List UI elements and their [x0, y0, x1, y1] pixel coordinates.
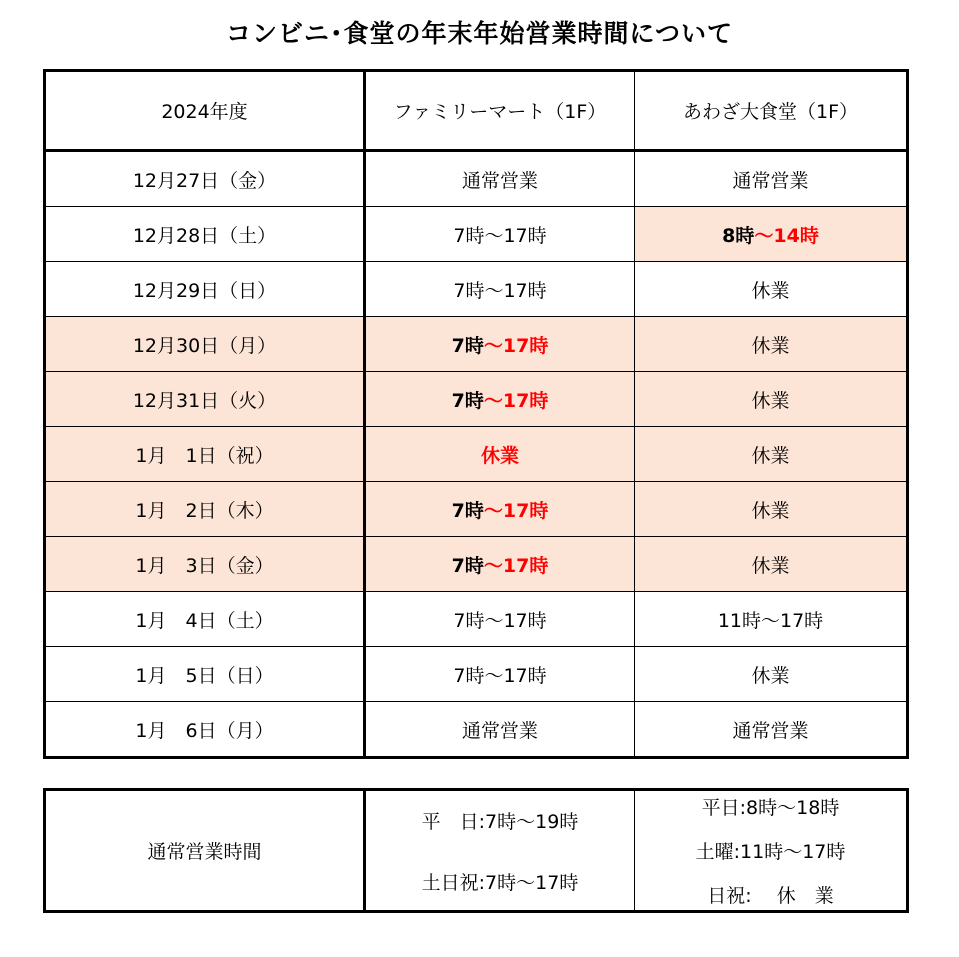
table-row: [45, 262, 908, 317]
awaza-cell-text: 休業: [751, 664, 790, 687]
table-row: [45, 207, 908, 262]
normal-hours-row: [45, 790, 908, 912]
date-cell: 12月31日（火）: [45, 372, 365, 427]
awaza-cell: [635, 207, 908, 262]
familymart-cell: [365, 427, 635, 482]
familymart-cell-text: 7時～17時: [453, 279, 547, 302]
table-row: [45, 151, 908, 207]
awaza-cell-text: 8時: [722, 224, 755, 247]
familymart-weekday-hours: 平 日:7時～19時: [421, 810, 579, 833]
normal-hours-familymart: [365, 790, 635, 912]
awaza-sunday-hours: 日祝: 休 業: [707, 885, 834, 907]
awaza-cell: [635, 262, 908, 317]
header-awaza: あわざ大食堂（1F）: [635, 71, 908, 151]
familymart-cell-changed-text: ～17時: [483, 499, 549, 522]
awaza-cell: [635, 151, 908, 207]
table-row: [45, 317, 908, 372]
familymart-cell-text: 7時～17時: [453, 609, 547, 632]
date-cell: 12月30日（月）: [45, 317, 365, 372]
date-cell: 1月 3日（金）: [45, 537, 365, 592]
awaza-cell: [635, 592, 908, 647]
familymart-cell-text: 7時: [451, 499, 484, 522]
awaza-cell-text: 通常営業: [732, 169, 809, 192]
familymart-cell-text: 7時: [451, 554, 484, 577]
table-row: [45, 372, 908, 427]
schedule-table: [43, 69, 909, 759]
table-row: [45, 702, 908, 758]
header-row: [45, 71, 908, 151]
awaza-cell-text: 通常営業: [732, 719, 809, 742]
date-cell: 1月 5日（日）: [45, 647, 365, 702]
familymart-cell-changed-text: ～17時: [483, 554, 549, 577]
familymart-cell: [365, 592, 635, 647]
familymart-cell: [365, 647, 635, 702]
date-cell: 1月 6日（月）: [45, 702, 365, 758]
table-row: [45, 482, 908, 537]
familymart-cell-text: 7時: [451, 389, 484, 412]
awaza-cell: [635, 317, 908, 372]
page-title: コンビニ･食堂の年末年始営業時間について: [225, 19, 733, 48]
familymart-cell: [365, 151, 635, 207]
awaza-cell: [635, 372, 908, 427]
familymart-cell: [365, 262, 635, 317]
awaza-cell: [635, 482, 908, 537]
header-familymart: ファミリーマート（1F）: [365, 71, 635, 151]
date-cell: 12月27日（金）: [45, 151, 365, 207]
awaza-cell-text: 休業: [751, 554, 790, 577]
familymart-weekend-hours: 土日祝:7時～17時: [421, 871, 579, 894]
familymart-cell-text: 7時～17時: [453, 224, 547, 247]
date-cell: 1月 4日（土）: [45, 592, 365, 647]
familymart-cell: [365, 317, 635, 372]
familymart-cell-changed-text: ～17時: [483, 389, 549, 412]
awaza-cell: [635, 702, 908, 758]
header-year: 2024年度: [45, 71, 365, 151]
familymart-cell-text: 通常営業: [461, 719, 538, 742]
familymart-cell: [365, 207, 635, 262]
awaza-cell-text: 休業: [751, 444, 790, 467]
awaza-cell: [635, 647, 908, 702]
table-row: [45, 537, 908, 592]
familymart-cell: [365, 702, 635, 758]
familymart-cell-text: 通常営業: [461, 169, 538, 192]
awaza-cell-text: 休業: [751, 334, 790, 357]
date-cell: 1月 1日（祝）: [45, 427, 365, 482]
awaza-cell: [635, 537, 908, 592]
familymart-cell-text: 7時～17時: [453, 664, 547, 687]
table-row: [45, 427, 908, 482]
familymart-cell: [365, 372, 635, 427]
awaza-weekday-hours: 平日:8時～18時: [701, 797, 840, 819]
familymart-cell-changed-text: 休業: [480, 444, 519, 467]
awaza-cell-text: 休業: [751, 279, 790, 302]
table-row: [45, 647, 908, 702]
date-cell: 1月 2日（木）: [45, 482, 365, 537]
familymart-cell-changed-text: ～17時: [483, 334, 549, 357]
awaza-cell-changed-text: ～14時: [754, 224, 819, 247]
familymart-cell-text: 7時: [451, 334, 484, 357]
awaza-cell: [635, 427, 908, 482]
normal-hours-awaza: [635, 790, 908, 912]
awaza-saturday-hours: 土曜:11時～17時: [695, 841, 846, 863]
familymart-cell: [365, 537, 635, 592]
normal-hours-table: [43, 788, 909, 913]
awaza-cell-text: 11時～17時: [717, 609, 824, 632]
familymart-cell: [365, 482, 635, 537]
table-row: [45, 592, 908, 647]
normal-hours-label: 通常営業時間: [45, 790, 365, 912]
date-cell: 12月29日（日）: [45, 262, 365, 317]
awaza-cell-text: 休業: [751, 389, 790, 412]
date-cell: 12月28日（土）: [45, 207, 365, 262]
awaza-cell-text: 休業: [751, 499, 790, 522]
